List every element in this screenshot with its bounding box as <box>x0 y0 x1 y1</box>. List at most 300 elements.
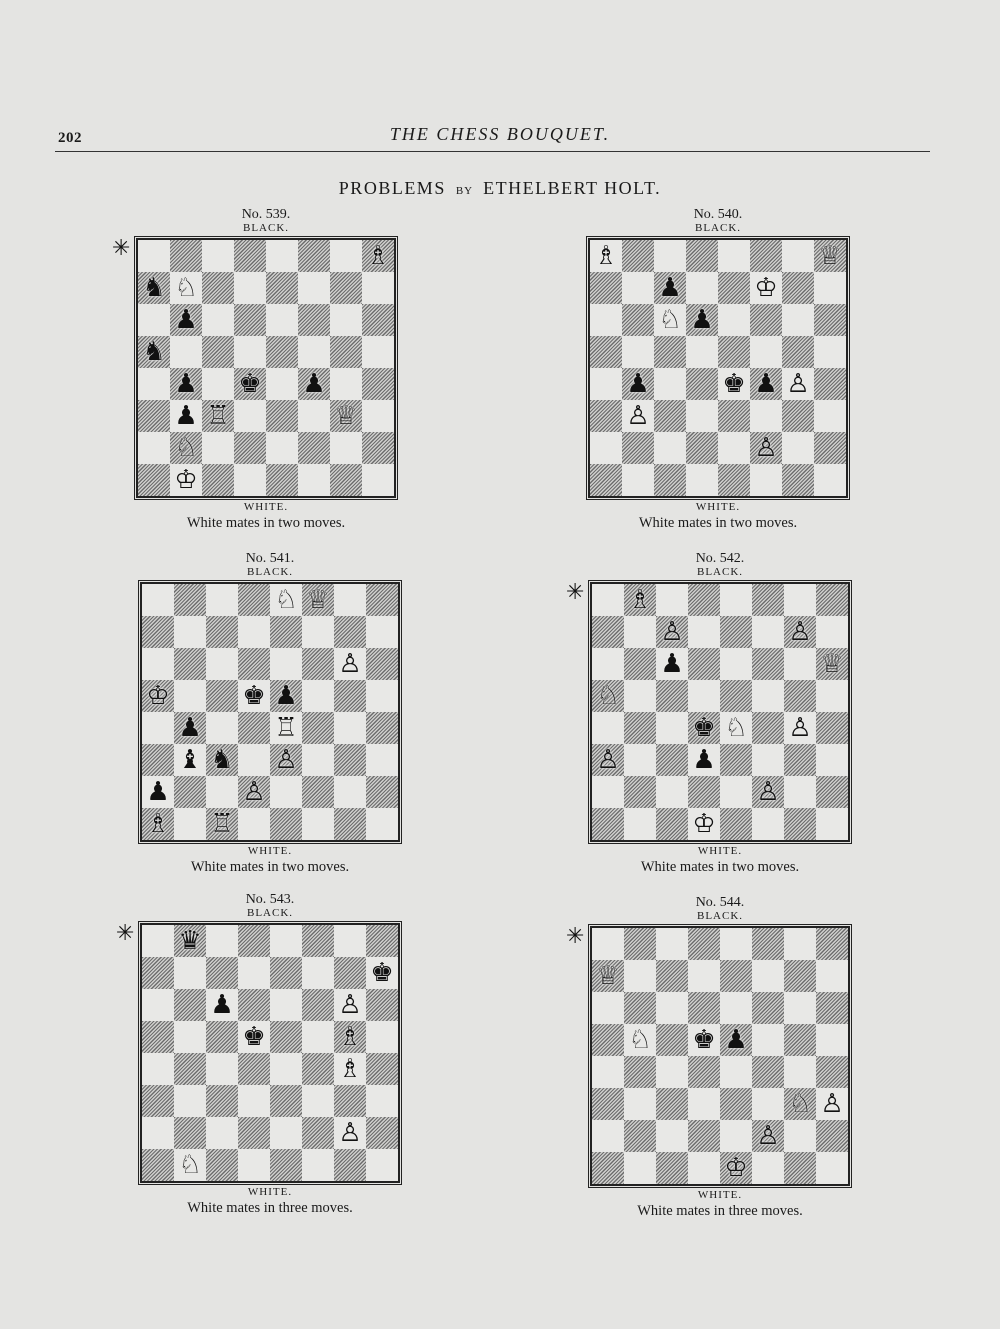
light-square <box>202 368 234 400</box>
black-knight-icon: ♞ <box>142 337 166 367</box>
dark-square <box>656 1152 688 1184</box>
white-bishop-icon: ♗ <box>366 241 390 271</box>
light-square <box>174 1021 206 1053</box>
white-label: WHITE. <box>697 1189 743 1201</box>
dark-square <box>816 992 848 1024</box>
asterisk-icon: ✳ <box>112 236 131 261</box>
light-square <box>334 1117 366 1149</box>
light-square <box>206 1117 238 1149</box>
dark-square <box>174 925 206 957</box>
chess-problem <box>140 552 400 876</box>
chess-board <box>140 582 400 842</box>
light-square <box>238 680 270 712</box>
light-square <box>592 776 624 808</box>
dark-square <box>752 648 784 680</box>
light-square <box>298 336 330 368</box>
dark-square <box>362 432 394 464</box>
dark-square <box>238 1053 270 1085</box>
light-square <box>752 808 784 840</box>
dark-square <box>234 240 266 272</box>
black-knight-icon: ♞ <box>142 273 166 303</box>
light-square <box>138 432 170 464</box>
dark-square <box>170 240 202 272</box>
light-square <box>206 1053 238 1085</box>
white-knight-icon: ♘ <box>174 433 198 463</box>
white-label: WHITE. <box>247 845 293 857</box>
dark-square <box>302 1053 334 1085</box>
dark-square <box>622 240 654 272</box>
dark-square <box>686 304 718 336</box>
light-square <box>174 957 206 989</box>
light-square <box>782 432 814 464</box>
dark-square <box>624 1056 656 1088</box>
dark-square <box>686 240 718 272</box>
dark-square <box>206 1149 238 1181</box>
dark-square <box>142 1021 174 1053</box>
dark-square <box>202 336 234 368</box>
dark-square <box>656 680 688 712</box>
dark-square <box>784 960 816 992</box>
dark-square <box>170 432 202 464</box>
dark-square <box>622 304 654 336</box>
dark-square <box>302 776 334 808</box>
dark-square <box>814 240 846 272</box>
light-square <box>298 272 330 304</box>
light-square <box>750 464 782 496</box>
white-pawn-icon: ♙ <box>338 649 362 679</box>
dark-square <box>624 712 656 744</box>
dark-square <box>206 808 238 840</box>
dark-square <box>238 925 270 957</box>
light-square <box>174 680 206 712</box>
dark-square <box>330 336 362 368</box>
dark-square <box>174 776 206 808</box>
dark-square <box>366 989 398 1021</box>
black-label: BLACK. <box>696 910 744 922</box>
dark-square <box>174 1117 206 1149</box>
dark-square <box>784 616 816 648</box>
dark-square <box>814 368 846 400</box>
light-square <box>656 584 688 616</box>
dark-square <box>654 272 686 304</box>
light-square <box>784 648 816 680</box>
light-square <box>784 928 816 960</box>
dark-square <box>270 1149 302 1181</box>
light-square <box>622 336 654 368</box>
white-knight-icon: ♘ <box>178 1150 202 1180</box>
dark-square <box>138 400 170 432</box>
dark-square <box>334 680 366 712</box>
dark-square <box>142 808 174 840</box>
dark-square <box>688 1120 720 1152</box>
light-square <box>688 680 720 712</box>
dark-square <box>782 464 814 496</box>
light-square <box>688 744 720 776</box>
dark-square <box>624 584 656 616</box>
chess-problem <box>588 208 848 532</box>
dark-square <box>174 648 206 680</box>
light-square <box>238 808 270 840</box>
light-square <box>266 240 298 272</box>
light-square <box>142 1053 174 1085</box>
dark-square <box>624 1120 656 1152</box>
black-pawn-icon: ♟ <box>178 713 202 743</box>
light-square <box>362 464 394 496</box>
black-pawn-icon: ♟ <box>754 369 778 399</box>
light-square <box>266 432 298 464</box>
light-square <box>656 776 688 808</box>
dark-square <box>718 400 750 432</box>
light-square <box>590 432 622 464</box>
dark-square <box>202 272 234 304</box>
dark-square <box>688 776 720 808</box>
light-square <box>270 776 302 808</box>
light-square <box>686 272 718 304</box>
light-square <box>814 464 846 496</box>
dark-square <box>362 368 394 400</box>
white-rook-icon: ♖ <box>274 713 298 743</box>
white-pawn-icon: ♙ <box>338 990 362 1020</box>
dark-square <box>366 648 398 680</box>
light-square <box>334 989 366 1021</box>
light-square <box>302 808 334 840</box>
dark-square <box>656 960 688 992</box>
light-square <box>752 1088 784 1120</box>
dark-square <box>206 1021 238 1053</box>
dark-square <box>720 1024 752 1056</box>
problem-number: No. 544. <box>695 895 745 910</box>
dark-square <box>266 272 298 304</box>
dark-square <box>142 957 174 989</box>
dark-square <box>266 336 298 368</box>
light-square <box>720 1056 752 1088</box>
light-square <box>752 616 784 648</box>
dark-square <box>330 464 362 496</box>
dark-square <box>366 776 398 808</box>
white-knight-icon: ♘ <box>174 273 198 303</box>
problem-number: No. 539. <box>241 207 291 222</box>
dark-square <box>592 1152 624 1184</box>
light-square <box>298 400 330 432</box>
dark-square <box>624 928 656 960</box>
light-square <box>592 1056 624 1088</box>
light-square <box>688 808 720 840</box>
dark-square <box>688 1056 720 1088</box>
light-square <box>138 368 170 400</box>
light-square <box>366 1021 398 1053</box>
black-queen-icon: ♛ <box>178 926 202 956</box>
light-square <box>234 464 266 496</box>
light-square <box>816 1088 848 1120</box>
dark-square <box>816 1120 848 1152</box>
light-square <box>366 808 398 840</box>
dark-square <box>592 960 624 992</box>
dark-square <box>174 584 206 616</box>
dark-square <box>590 336 622 368</box>
white-pawn-icon: ♙ <box>788 617 812 647</box>
light-square <box>590 368 622 400</box>
light-square <box>688 960 720 992</box>
black-label: BLACK. <box>246 907 294 919</box>
dark-square <box>270 680 302 712</box>
dark-square <box>816 1056 848 1088</box>
light-square <box>334 925 366 957</box>
black-king-icon: ♚ <box>370 958 394 988</box>
light-square <box>624 680 656 712</box>
light-square <box>302 680 334 712</box>
dark-square <box>142 744 174 776</box>
light-square <box>782 304 814 336</box>
dark-square <box>590 272 622 304</box>
light-square <box>302 1085 334 1117</box>
white-queen-icon: ♕ <box>820 649 844 679</box>
light-square <box>334 1053 366 1085</box>
light-square <box>270 989 302 1021</box>
dark-square <box>206 1085 238 1117</box>
light-square <box>624 1024 656 1056</box>
black-pawn-icon: ♟ <box>174 305 198 335</box>
white-bishop-icon: ♗ <box>146 809 170 839</box>
light-square <box>174 1149 206 1181</box>
light-square <box>238 616 270 648</box>
light-square <box>142 712 174 744</box>
chess-board <box>116 921 400 1183</box>
light-square <box>720 928 752 960</box>
light-square <box>624 808 656 840</box>
dark-square <box>656 1088 688 1120</box>
light-square <box>142 925 174 957</box>
light-square <box>142 584 174 616</box>
black-pawn-icon: ♟ <box>690 305 714 335</box>
dark-square <box>334 957 366 989</box>
light-square <box>720 648 752 680</box>
light-square <box>656 1120 688 1152</box>
light-square <box>654 304 686 336</box>
light-square <box>330 432 362 464</box>
dark-square <box>238 648 270 680</box>
light-square <box>138 304 170 336</box>
light-square <box>298 464 330 496</box>
light-square <box>784 1056 816 1088</box>
dark-square <box>750 368 782 400</box>
light-square <box>720 1120 752 1152</box>
black-knight-icon: ♞ <box>210 745 234 775</box>
light-square <box>138 240 170 272</box>
dark-square <box>334 1149 366 1181</box>
stipulation: White mates in two moves. <box>190 859 350 875</box>
white-label: WHITE. <box>697 845 743 857</box>
light-square <box>366 1085 398 1117</box>
light-square <box>334 712 366 744</box>
light-square <box>686 464 718 496</box>
white-king-icon: ♔ <box>146 681 170 711</box>
light-square <box>654 432 686 464</box>
dark-square <box>170 368 202 400</box>
white-knight-icon: ♘ <box>724 713 748 743</box>
dark-square <box>174 712 206 744</box>
light-square <box>624 616 656 648</box>
chess-problem <box>116 892 400 1217</box>
dark-square <box>238 989 270 1021</box>
chess-board <box>588 238 848 498</box>
dark-square <box>718 464 750 496</box>
dark-square <box>138 336 170 368</box>
white-knight-icon: ♘ <box>658 305 682 335</box>
light-square <box>366 744 398 776</box>
dark-square <box>592 1024 624 1056</box>
light-square <box>782 368 814 400</box>
dark-square <box>816 648 848 680</box>
light-square <box>330 240 362 272</box>
dark-square <box>784 808 816 840</box>
light-square <box>718 432 750 464</box>
dark-square <box>750 240 782 272</box>
dark-square <box>654 400 686 432</box>
dark-square <box>270 616 302 648</box>
light-square <box>624 1088 656 1120</box>
light-square <box>206 712 238 744</box>
dark-square <box>266 400 298 432</box>
light-square <box>270 712 302 744</box>
dark-square <box>782 272 814 304</box>
light-square <box>784 776 816 808</box>
light-square <box>302 616 334 648</box>
stipulation: White mates in two moves. <box>640 859 800 875</box>
white-bishop-icon: ♗ <box>338 1022 362 1052</box>
light-square <box>814 400 846 432</box>
light-square <box>688 1088 720 1120</box>
light-square <box>234 336 266 368</box>
white-bishop-icon: ♗ <box>628 585 652 615</box>
black-king-icon: ♚ <box>692 713 716 743</box>
dark-square <box>592 808 624 840</box>
dark-square <box>752 712 784 744</box>
dark-square <box>302 584 334 616</box>
dark-square <box>720 808 752 840</box>
light-square <box>362 336 394 368</box>
dark-square <box>784 744 816 776</box>
light-square <box>814 272 846 304</box>
light-square <box>302 1149 334 1181</box>
light-square <box>366 616 398 648</box>
dark-square <box>366 925 398 957</box>
dark-square <box>624 776 656 808</box>
dark-square <box>238 776 270 808</box>
white-pawn-icon: ♙ <box>754 433 778 463</box>
light-square <box>334 584 366 616</box>
dark-square <box>590 400 622 432</box>
dark-square <box>234 304 266 336</box>
white-queen-icon: ♕ <box>334 401 358 431</box>
black-king-icon: ♚ <box>242 681 266 711</box>
dark-square <box>688 712 720 744</box>
light-square <box>718 240 750 272</box>
light-square <box>366 957 398 989</box>
light-square <box>590 304 622 336</box>
light-square <box>782 240 814 272</box>
black-king-icon: ♚ <box>692 1025 716 1055</box>
white-bishop-icon: ♗ <box>338 1054 362 1084</box>
light-square <box>784 584 816 616</box>
page-number: 202 <box>58 130 82 146</box>
black-label: BLACK. <box>694 222 742 234</box>
light-square <box>592 712 624 744</box>
light-square <box>784 1120 816 1152</box>
light-square <box>202 304 234 336</box>
black-bishop-icon: ♝ <box>178 745 202 775</box>
stipulation: White mates in three moves. <box>637 1203 803 1219</box>
light-square <box>720 584 752 616</box>
light-square <box>686 336 718 368</box>
dark-square <box>688 992 720 1024</box>
light-square <box>622 464 654 496</box>
white-bishop-icon: ♗ <box>594 241 618 271</box>
dark-square <box>334 1021 366 1053</box>
stipulation: White mates in two moves. <box>186 515 346 531</box>
dark-square <box>656 808 688 840</box>
dark-square <box>782 400 814 432</box>
dark-square <box>686 432 718 464</box>
white-label: WHITE. <box>247 1186 293 1198</box>
light-square <box>174 744 206 776</box>
dark-square <box>782 336 814 368</box>
dark-square <box>720 960 752 992</box>
dark-square <box>624 648 656 680</box>
dark-square <box>270 1021 302 1053</box>
light-square <box>266 304 298 336</box>
light-square <box>334 776 366 808</box>
black-pawn-icon: ♟ <box>146 777 170 807</box>
light-square <box>592 992 624 1024</box>
light-square <box>174 808 206 840</box>
light-square <box>592 928 624 960</box>
light-square <box>238 1149 270 1181</box>
dark-square <box>592 744 624 776</box>
dark-square <box>656 744 688 776</box>
dark-square <box>656 1024 688 1056</box>
light-square <box>816 808 848 840</box>
light-square <box>718 368 750 400</box>
light-square <box>750 336 782 368</box>
black-pawn-icon: ♟ <box>724 1025 748 1055</box>
light-square <box>270 1053 302 1085</box>
white-pawn-icon: ♙ <box>338 1118 362 1148</box>
dark-square <box>816 928 848 960</box>
light-square <box>622 272 654 304</box>
light-square <box>174 1085 206 1117</box>
dark-square <box>752 928 784 960</box>
light-square <box>784 712 816 744</box>
light-square <box>266 368 298 400</box>
dark-square <box>718 272 750 304</box>
light-square <box>302 744 334 776</box>
light-square <box>656 928 688 960</box>
white-rook-icon: ♖ <box>206 401 230 431</box>
light-square <box>362 272 394 304</box>
black-pawn-icon: ♟ <box>174 401 198 431</box>
white-pawn-icon: ♙ <box>626 401 650 431</box>
white-king-icon: ♔ <box>692 809 716 839</box>
dark-square <box>816 776 848 808</box>
dark-square <box>816 584 848 616</box>
light-square <box>752 744 784 776</box>
white-pawn-icon: ♙ <box>756 1121 780 1151</box>
light-square <box>362 400 394 432</box>
dark-square <box>142 1149 174 1181</box>
white-knight-icon: ♘ <box>628 1025 652 1055</box>
light-square <box>170 400 202 432</box>
light-square <box>718 304 750 336</box>
